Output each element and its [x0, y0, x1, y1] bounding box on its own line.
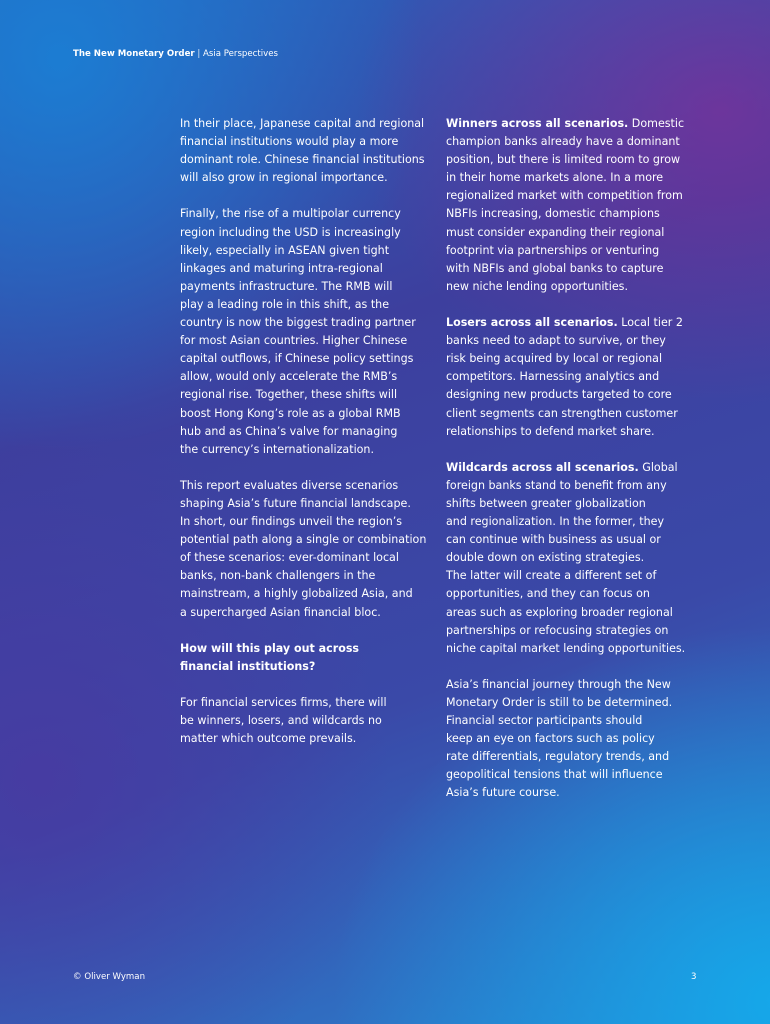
text-line: niche capital market lending opportunities.: [446, 641, 686, 655]
text-line: and regionalization. In the former, they: [446, 515, 665, 529]
header-title: The New Monetary Order: [73, 49, 195, 59]
text-line: In short, our findings unveil the region’s: [180, 515, 403, 529]
text-line: In their place, Japanese capital and regional: [180, 117, 425, 130]
text-line: banks, non-bank challengers in the: [180, 569, 376, 583]
text-line: new niche lending opportunities.: [446, 279, 628, 293]
text-line: shaping Asia’s future financial landscape.: [180, 496, 411, 510]
text-line: Monetary Order is still to be determined.: [446, 696, 673, 709]
text-line: foreign banks stand to benefit from any: [446, 478, 667, 492]
lead-in-wildcards: Wildcards across all scenarios.: [446, 460, 639, 474]
text-line: [446, 314, 694, 332]
section-heading: [180, 640, 435, 676]
text-line: capital outflows, if Chinese policy settings: [180, 352, 414, 366]
text-line: linkages and maturing intra-regional: [180, 261, 383, 275]
lead-continuation: Global: [638, 460, 678, 474]
text-line: For financial services firms, there will: [180, 696, 387, 709]
lead-continuation: Domestic: [628, 117, 685, 130]
text-line: dominant role. Chinese financial institutions: [180, 153, 425, 167]
text-line: relationships to defend market share.: [446, 424, 655, 438]
lead-in-losers: Losers across all scenarios.: [446, 316, 618, 330]
page-number: 3: [691, 972, 697, 982]
paragraph-conclusion: [446, 676, 694, 803]
heading-line: How will this play out across: [180, 641, 360, 655]
text-line: allow, would only accelerate the RMB’s: [180, 370, 398, 384]
text-line: financial institutions would play a more: [180, 135, 399, 149]
text-line: likely, especially in ASEAN given tight: [180, 243, 390, 257]
text-line: double down on existing strategies.: [446, 551, 645, 565]
text-line: will also grow in regional importance.: [180, 171, 388, 185]
text-line: Finally, the rise of a multipolar currency: [180, 207, 401, 221]
text-line: can continue with business as usual or: [446, 533, 661, 547]
text-line: shifts between greater globalization: [446, 496, 646, 510]
paragraph-report-evaluates: [180, 477, 435, 622]
text-line: position, but there is limited room to grow: [446, 153, 681, 167]
text-line: risk being acquired by local or regional: [446, 352, 663, 366]
text-line: designing new products targeted to core: [446, 388, 672, 402]
text-line: matter which outcome prevails.: [180, 732, 357, 746]
text-line: rate differentials, regulatory trends, and: [446, 750, 670, 764]
text-line: potential path along a single or combination: [180, 533, 427, 547]
text-line: a supercharged Asian financial bloc.: [180, 605, 381, 619]
text-line: Financial sector participants should: [446, 714, 643, 728]
text-line: country is now the biggest trading partner: [180, 316, 416, 330]
text-line: with NBFIs and global banks to capture: [446, 261, 664, 275]
text-line: champion banks already have a dominant: [446, 135, 680, 149]
heading-line: financial institutions?: [180, 659, 316, 673]
text-line: be winners, losers, and wildcards no: [180, 714, 382, 728]
text-line: boost Hong Kong’s role as a global RMB: [180, 406, 401, 420]
header-subtitle: Asia Perspectives: [203, 49, 279, 59]
text-line: keep an eye on factors such as policy: [446, 732, 655, 746]
text-line: the currency’s internationalization.: [180, 442, 374, 456]
paragraph-wildcards: [446, 459, 694, 658]
text-line: play a leading role in this shift, as the: [180, 297, 390, 311]
text-line: This report evaluates diverse scenarios: [180, 478, 399, 492]
lead-in-winners: Winners across all scenarios.: [446, 117, 629, 130]
running-header: [73, 49, 278, 59]
text-line: Asia’s financial journey through the New: [446, 677, 671, 691]
text-line: client segments can strengthen customer: [446, 406, 678, 420]
text-line: in their home markets alone. In a more: [446, 171, 664, 185]
text-line: payments infrastructure. The RMB will: [180, 279, 393, 293]
text-line: partnerships or refocusing strategies on: [446, 623, 669, 637]
text-line: mainstream, a highly globalized Asia, and: [180, 587, 413, 601]
left-column: [180, 115, 435, 766]
text-line: banks need to adapt to survive, or they: [446, 334, 666, 348]
text-line: of these scenarios: ever-dominant local: [180, 551, 399, 565]
text-line: [446, 115, 694, 133]
text-line: regionalized market with competition from: [446, 189, 683, 203]
paragraph-winners-losers-intro: [180, 694, 435, 748]
lead-continuation: Local tier 2: [617, 316, 683, 330]
paragraph-winners: [446, 115, 694, 296]
text-line: regional rise. Together, these shifts will: [180, 388, 398, 402]
text-line: [446, 459, 694, 477]
text-line: The latter will create a different set of: [446, 569, 657, 583]
text-line: geopolitical tensions that will influence: [446, 768, 663, 782]
text-line: opportunities, and they can focus on: [446, 587, 650, 601]
paragraph-japanese-capital: [180, 115, 435, 187]
text-line: footprint via partnerships or venturing: [446, 243, 660, 257]
paragraph-losers: [446, 314, 694, 441]
text-line: must consider expanding their regional: [446, 225, 665, 239]
header-separator: |: [194, 49, 204, 59]
text-line: areas such as exploring broader regional: [446, 605, 673, 619]
text-line: hub and as China’s valve for managing: [180, 424, 398, 438]
text-line: NBFIs increasing, domestic champions: [446, 207, 660, 221]
footer-copyright: © Oliver Wyman: [73, 972, 146, 982]
text-line: region including the USD is increasingly: [180, 225, 401, 239]
paragraph-multipolar-currency: [180, 205, 435, 458]
text-line: for most Asian countries. Higher Chinese: [180, 334, 408, 348]
text-line: competitors. Harnessing analytics and: [446, 370, 660, 384]
right-column: [446, 115, 694, 821]
text-line: Asia’s future course.: [446, 786, 560, 800]
